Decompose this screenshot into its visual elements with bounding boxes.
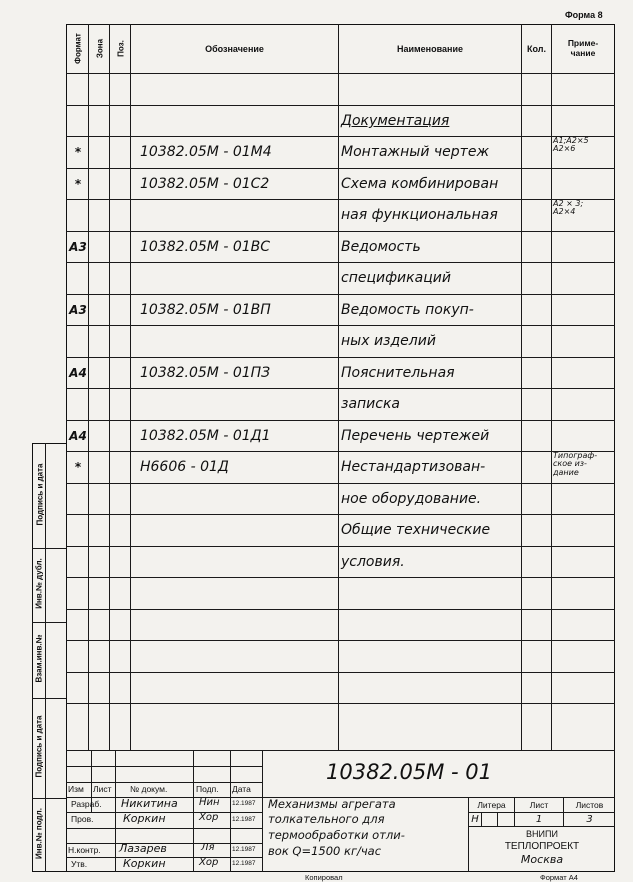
footer-format: Формат А4 xyxy=(540,873,578,882)
row-designation: 10382.05М - 01С2 xyxy=(140,176,270,192)
form-label: Форма 8 xyxy=(565,10,603,20)
row-name: ное оборудование. xyxy=(341,491,482,507)
row-name: Документация xyxy=(341,113,450,129)
row-divider xyxy=(66,672,615,673)
row-note: А2 × 3; А2×4 xyxy=(553,199,584,217)
row-designation xyxy=(140,325,336,357)
stamp-date-utv: 12.1987 xyxy=(232,860,256,867)
row-divider xyxy=(66,703,615,704)
row-designation xyxy=(140,262,336,294)
row-designation: 10382.05М - 01ПЗ xyxy=(140,365,271,381)
row-note xyxy=(553,294,615,327)
row-designation: 10382.05М - 01ВП xyxy=(140,302,271,318)
stamp-title-line-1: Механизмы агрегата xyxy=(268,797,396,811)
stamp-izm: Изм xyxy=(68,784,84,794)
row-note xyxy=(553,388,615,421)
row-note xyxy=(553,262,615,295)
row-note: А1;А2×5 А2×6 xyxy=(553,136,589,154)
header-zone: Зона xyxy=(95,38,105,59)
stamp-sheet-value: 1 xyxy=(535,813,543,825)
row-format xyxy=(68,483,88,515)
row-note: Типограф- ское из- дание xyxy=(553,451,598,477)
stamp-signature-nkontr: Ля xyxy=(201,842,215,853)
row-designation xyxy=(140,546,336,578)
row-name: Ведомость покуп- xyxy=(341,302,474,318)
stamp-data: Дата xyxy=(232,784,251,794)
header-name: Наименование xyxy=(396,44,464,54)
row-format: * xyxy=(74,177,82,191)
row-name: записка xyxy=(341,396,401,412)
row-designation xyxy=(140,199,336,231)
stamp-signature-utv: Хор xyxy=(199,857,219,868)
row-name: Нестандартизован- xyxy=(341,459,486,475)
row-designation xyxy=(140,388,336,420)
row-divider xyxy=(66,640,615,641)
row-format: А3 xyxy=(69,240,87,254)
row-name: Схема комбинирован xyxy=(341,176,499,192)
stamp-person-nkontr: Лазарев xyxy=(119,842,167,855)
stamp-title-line-2: толкательного для xyxy=(268,812,385,826)
stamp-doc-code: 10382.05М - 01 xyxy=(326,760,492,784)
stamp-litera-value: Н xyxy=(471,813,479,825)
row-designation xyxy=(140,483,336,515)
stamp-person-utv: Коркин xyxy=(123,857,166,870)
row-note xyxy=(553,325,615,358)
header-qty: Кол. xyxy=(527,44,546,54)
header-pos: Поз. xyxy=(116,40,126,57)
stamp-org-2: ТЕПЛОПРОЕКТ xyxy=(504,841,580,852)
row-designation: 10382.05М - 01М4 xyxy=(140,144,272,160)
row-note xyxy=(553,231,615,264)
row-name: спецификаций xyxy=(341,270,451,286)
stamp-podp: Подп. xyxy=(196,784,219,794)
row-format: * xyxy=(74,460,82,474)
row-designation xyxy=(140,105,336,137)
stamp-razrab: Разраб. xyxy=(71,799,102,809)
stamp-person-prov: Коркин xyxy=(123,812,166,825)
stamp-prov: Пров. xyxy=(71,814,94,824)
row-note xyxy=(553,168,615,201)
row-format: * xyxy=(74,145,82,159)
row-format xyxy=(68,514,88,546)
stamp-date-razrab: 12.1987 xyxy=(232,800,256,807)
stamp-list: Лист xyxy=(93,784,112,794)
row-note xyxy=(553,514,615,547)
side-sign-date1: Подпись и дата xyxy=(35,463,45,526)
stamp-listov-label: Листов xyxy=(575,800,604,810)
stamp-nkontr: Н.контр. xyxy=(68,845,101,855)
stamp-org-1: ВНИПИ xyxy=(526,829,558,839)
stamp-litera-label: Литера xyxy=(477,800,506,810)
stamp-date-prov: 12.1987 xyxy=(232,816,256,823)
row-name: ная функциональная xyxy=(341,207,498,223)
stamp-person-razrab: Никитина xyxy=(121,797,178,810)
header-note: Приме- чание xyxy=(567,38,599,58)
row-name: Ведомость xyxy=(341,239,421,255)
row-format: А4 xyxy=(69,366,87,380)
stamp-org-3: Москва xyxy=(520,853,564,866)
row-name: Монтажный чертеж xyxy=(341,144,490,160)
row-name: Общие технические xyxy=(341,522,491,538)
side-sign-date2: Подпись и дата xyxy=(34,715,44,778)
row-name: условия. xyxy=(341,554,405,570)
row-format: А4 xyxy=(69,429,87,443)
stamp-list-label: Лист xyxy=(529,800,549,810)
footer-copied: Копировал xyxy=(305,873,343,882)
row-format: А3 xyxy=(69,303,87,317)
row-format xyxy=(68,388,88,420)
row-note xyxy=(553,105,615,138)
stamp-utv: Утв. xyxy=(71,859,88,869)
row-name: Пояснительная xyxy=(341,365,455,381)
stamp-title-line-4: вок Q=1500 кг/час xyxy=(268,844,382,858)
stamp-signature-razrab: Нин xyxy=(199,797,220,808)
row-note xyxy=(553,357,615,390)
row-format xyxy=(68,325,88,357)
side-vzam: Взам.инв.№ xyxy=(34,634,44,683)
stamp-date-nkontr: 12.1987 xyxy=(232,846,256,853)
row-format xyxy=(68,546,88,578)
row-note xyxy=(553,546,615,579)
row-designation xyxy=(140,514,336,546)
row-note xyxy=(553,483,615,516)
row-designation: Н6606 - 01Д xyxy=(140,459,229,475)
row-divider xyxy=(66,609,615,610)
row-format xyxy=(68,199,88,231)
row-format xyxy=(68,105,88,137)
stamp-title-line-3: термообработки отли- xyxy=(268,828,405,842)
row-name: ных изделий xyxy=(341,333,436,349)
side-inv-dubl: Инв.№ дубл. xyxy=(34,558,44,609)
stamp-sheets-value: 3 xyxy=(586,813,593,825)
header-designation: Обозначение xyxy=(205,44,264,54)
stamp-signature-prov: Хор xyxy=(199,812,219,823)
row-designation: 10382.05М - 01ВС xyxy=(140,239,271,255)
header-format: Формат xyxy=(73,33,83,64)
stamp-ndoc: № докум. xyxy=(130,784,168,794)
row-name: Перечень чертежей xyxy=(341,428,490,444)
row-note xyxy=(553,420,615,453)
row-designation: 10382.05М - 01Д1 xyxy=(140,428,271,444)
side-inv-podl: Инв.№ подл. xyxy=(34,808,44,859)
row-format xyxy=(68,262,88,294)
